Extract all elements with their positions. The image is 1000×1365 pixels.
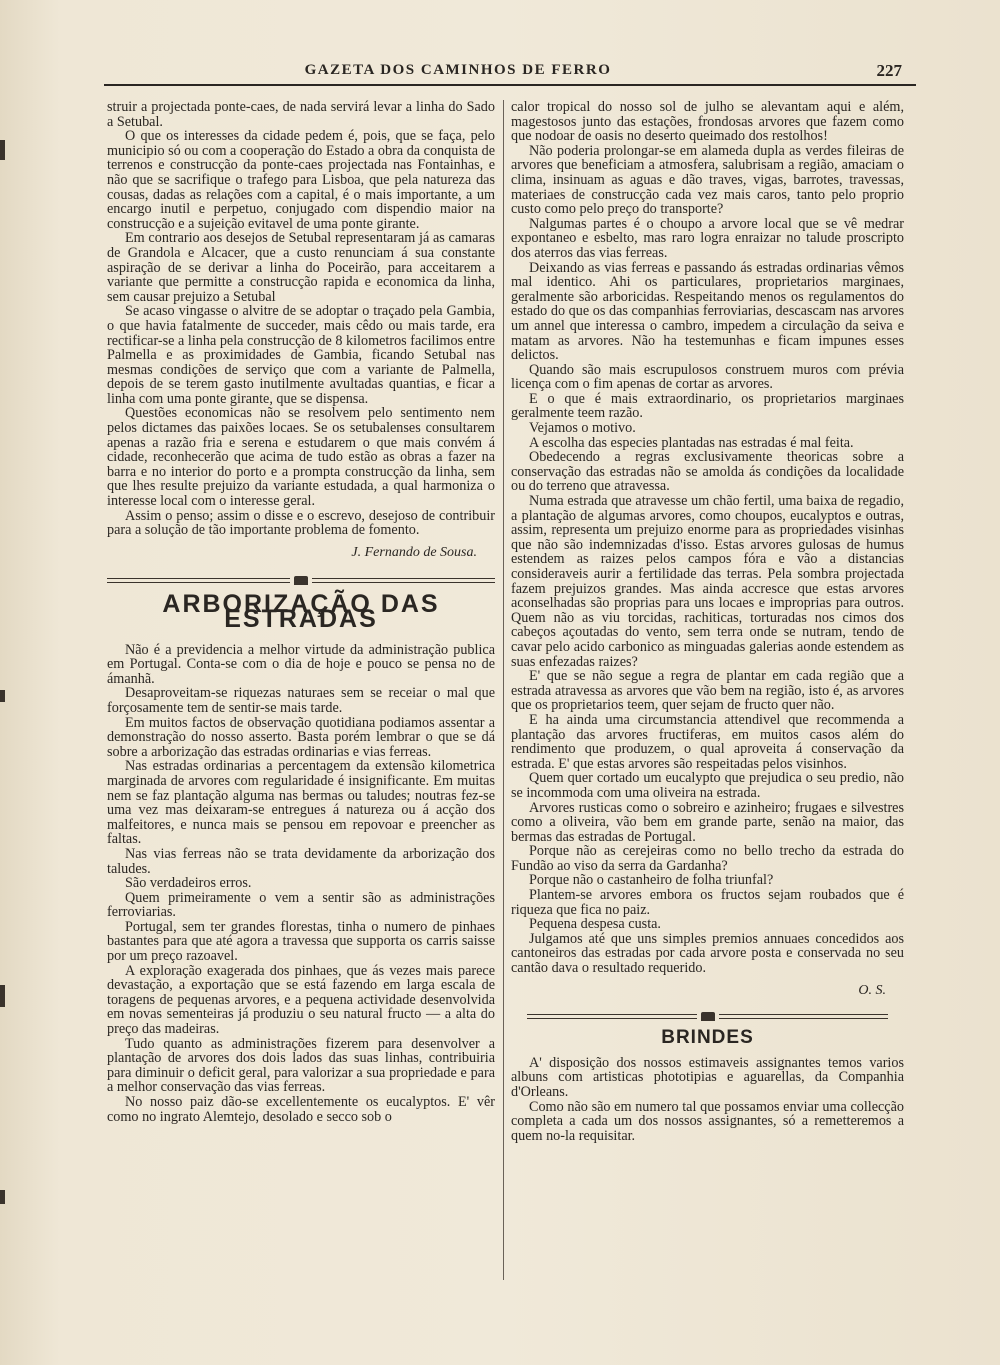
edge-stain (0, 140, 5, 160)
paragraph: Quem quer cortado um eucalypto que prejudica o seu predio, não se incommoda com uma oliveira na estrada. (511, 770, 904, 801)
page-number: 227 (876, 61, 902, 80)
right-column (511, 100, 904, 1143)
paragraph: Questões economicas não se resolvem pelo sentimento nem pelos dictames das paixões locaes. Se os setubalenses consultarem apenas a razão fria e serena e estudarem o que mais convém á cidade, reconhecerão que acima de tudo estão as obras a fazer na barra e no interior do porto e a prompta construcção da linha, sem que lhes resulte prejuizo da variante estudada, a qual harmoniza o interesse local com o interesse geral. (107, 405, 495, 510)
author-signature: O. S. (858, 982, 886, 998)
section-divider (527, 1012, 888, 1021)
paragraph: E' que se não segue a regra de plantar em cada região que a estrada atravessa as arvores que vão bem na região, isto é, as arvores que os proprietarios teem, quer sejam de fructo quer não. (511, 668, 904, 714)
paragraph: A exploração exagerada dos pinhaes, que ás vezes mais parece devastação, a exportação que se está fazendo em larga escala de toragens de pequenas arvores, e a pequena actividade desenvolvida em novas sementeiras já produziu o seu natural fructo — a alta do preço das madeiras. (107, 962, 495, 1038)
ornament-icon (294, 576, 308, 585)
left-column (107, 100, 495, 1124)
paragraph: Deixando as vias ferreas e passando ás estradas ordinarias vêmos mal identico. Ahi os particulares, proprietarios marginaes, geralmente são arboricidas. Respeitando menos os regulamentos do estado do que os das companhias ferroviarias, descascam nas arvores um annel que interessa o cambro, impedem a circulação da seiva e matam as arvores. Não ha testemunhas e ficam impunes esses delictos. (511, 259, 904, 364)
paragraph: Nas estradas ordinarias a percentagem da extensão kilometrica marginada de arvores com regularidade é insignificante. Em muitas nem se faz plantação alguma nas bermas ou taludes; noutras fez-se uma vez mas deixaram-se entregues á natureza ou á acção dos malfeitores, e nunca mais se pensou em repovoar e preencher as faltas. (107, 758, 495, 848)
paragraph: Julgamos até que uns simples premios annuaes concedidos aos cantoneiros das estradas por cada arvore posta e conservada no seu cantão dava o resultado requerido. (511, 930, 904, 977)
paragraph: Portugal, sem ter grandes florestas, tinha o numero de pinhaes bastantes para que até agora a travessa que supporta os carris saisse por um preço razoavel. (107, 918, 495, 965)
column-divider (503, 100, 504, 1280)
paragraph: Quando são mais escrupulosos construem muros com prévia licença com o fim apenas de cortar as arvores. (511, 361, 904, 393)
ornament-icon (701, 1012, 715, 1021)
paragraph: Não poderia prolongar-se em alameda dupla as verdes fileiras de arvores que beneficiam a atmosfera, salubrisam a região, amaciam o clima, insinuam as aguas e dão traves, vigas, barrotes, travessas, materiaes de construcção cada vez mais caros, tanto pelo proprio custo como pelo preço do transporte? (511, 142, 904, 218)
paragraph: Como não são em numero tal que possamos enviar uma collecção completa a cada um dos nossos assignantes, só a remetteremos a quem no-la requisitar. (511, 1098, 904, 1144)
section-divider (107, 576, 495, 585)
paragraph: Porque não as cerejeiras como no bello trecho da estrada do Fundão ao viso da serra da Gardanha? (511, 843, 904, 874)
paragraph: Se acaso vingasse o alvitre de se adoptar o traçado pela Gambia, o que havia fatalmente de succeder, mais cêdo ou mais tarde, era rectificar-se a linha pela construcção de 8 kilometros facilimos entre Palmella e as proximidades de Gambia, ficando Setubal nas mesmas condições de serviço que com a variante de Palmella, depois de se terem gasto inutilmente avultadas quantias, e ficar a linha com uma ponte girante, que se dispensa. (107, 303, 495, 407)
paragraph: A escolha das especies plantadas nas estradas é mal feita. (529, 434, 854, 451)
paragraph: Numa estrada que atravesse um chão fertil, uma baixa de regadio, a plantação de algumas arvores, como choupos, eucalyptos e outras, assim, representa um prejuizo enorme para as propriedades visinhas que não são indemnizadas d'isso. Estas arvores gulosas de humus estendem as raizes pelos campos fóra e vão a distancias consideraveis aurir a fertilidade das terras. Pela sombra projectada fazem prejuizos grandes. Mas ainda accresce que estas arvores aconselhadas são proprias para uns locaes e improprias para outros. Quem não as viu torcidas, rachiticas, torturadas nos cimos dos cabeços açoutadas do vento, sem terra onde se nutram, tendo de cavar pelo acido carbonico as minguadas galerias aonde estendem as suas enfezadas raizes? (511, 493, 904, 670)
paragraph: Em muitos factos de observação quotidiana podiamos assentar a demonstração do nosso asserto. Basta porém lembrar o que se dá sobre a arborização das estradas ordinarias e vias ferreas. (107, 714, 495, 760)
brindes-title: BRINDES (661, 1027, 754, 1049)
paragraph: Quem primeiramente o vem a sentir são as administrações ferroviarias. (107, 889, 495, 921)
paragraph: Arvores rusticas como o sobreiro e azinheiro; frugaes e silvestres como a oliveira, vão bem em grande parte, senão na maior, das bermas das estradas de Portugal. (511, 799, 904, 845)
paragraph: São verdadeiros erros. (125, 875, 252, 892)
paragraph: calor tropical do nosso sol de julho se alevantam aqui e além, magestosos junto das estações, frondosas arvores que fazem como que nodoar de oasis no deserto queimado dos restolhos! (511, 99, 904, 145)
edge-stain (0, 985, 5, 1007)
author-signature: J. Fernando de Sousa. (351, 544, 477, 560)
paragraph: Vejamos o motivo. (529, 420, 636, 437)
paragraph: Pequena despesa custa. (529, 916, 661, 933)
edge-stain (0, 690, 5, 702)
paragraph: O que os interesses da cidade pedem é, pois, que se faça, pelo municipio só ou com a cooperação do Estado a obra da conquista de terrenos e construcção da ponte-caes projectada nas Fontainhas, e não que se sacrifique o trafego para Lisboa, que pela natureza das cousas, dadas as relações com a capital, é o mais importante, a um encargo inutil e perpetuo, conjugado com dispendio maior na construcção e a sujeição evitavel de uma ponte girante. (107, 128, 495, 232)
paragraph: E ha ainda uma circumstancia attendivel que recommenda a plantação das arvores fructiferas, em muitos casos além do rendimento que produzem, o qual aproveita á conservação da estrada. E' que estas arvores são respeitadas pelos visinhos. (511, 711, 904, 772)
header-rule (104, 84, 916, 86)
paragraph: Obedecendo a regras exclusivamente theoricas sobre a conservação das estradas não se amolda ás condições da localidade ou do terreno que atravessa. (511, 449, 904, 495)
paragraph: Tudo quanto as administrações fizerem para desenvolver a plantação de arvores dos dois lados das suas linhas, contribuiria para diminuir o deficit geral, para valorizar a sua propriedade e para a melhor conservação das vias ferreas. (107, 1035, 495, 1096)
paragraph: Nalgumas partes é o choupo a arvore local que se vê medrar expontaneo e esbelto, mas raro logra enraizar no talude proscripto dos aterros das vias ferreas. (511, 215, 904, 261)
paragraph: Plantem-se arvores embora os fructos sejam roubados que é riqueza que fica no paiz. (511, 887, 904, 918)
page-header-title: GAZETA DOS CAMINHOS DE FERRO (304, 62, 612, 78)
paragraph: Assim o penso; assim o disse e o escrevo, desejoso de contribuir para a solução de tão importante problema de fomento. (107, 507, 495, 539)
paragraph: E o que é mais extraordinario, os proprietarios marginaes geralmente teem razão. (511, 390, 904, 422)
paragraph: Não é a previdencia a melhor virtude da administração publica em Portugal. Conta-se com o dia de hoje e pouco se pensa no de ámanhã. (107, 641, 495, 687)
paragraph: Nas vias ferreas não se trata devidamente da arborização dos taludes. (107, 845, 495, 877)
paragraph: No nosso paiz dão-se excellentemente os eucalyptos. E' vêr como no ingrato Alemtejo, desolado e secco sob o (107, 1094, 495, 1125)
page-header (104, 60, 916, 84)
paragraph: Em contrario aos desejos de Setubal representaram já as camaras de Grandola e Alcacer, que a custo renunciam á sua constante aspiração de se derivar a linha do Poceirão, para acceitarem a variante que permitte a construcção rapida e economica da linha, sem causar prejuizo a Setubal (107, 230, 495, 305)
paragraph: Desaproveitam-se riquezas naturaes sem se receiar o mal que forçosamente tem de sentir-se mais tarde. (107, 685, 495, 716)
article-title: ARBORIZAÇÃO DAS ESTRADAS (162, 590, 440, 633)
paragraph: Porque não o castanheiro de folha triunfal? (529, 872, 774, 889)
edge-stain (0, 1190, 5, 1204)
paragraph: A' disposição dos nossos estimaveis assignantes temos varios albuns com artisticas phototipias e aguarellas, da Companhia d'Orleans. (511, 1054, 904, 1100)
paragraph: struir a projectada ponte-caes, de nada servirá levar a linha do Sado a Setubal. (107, 99, 495, 130)
